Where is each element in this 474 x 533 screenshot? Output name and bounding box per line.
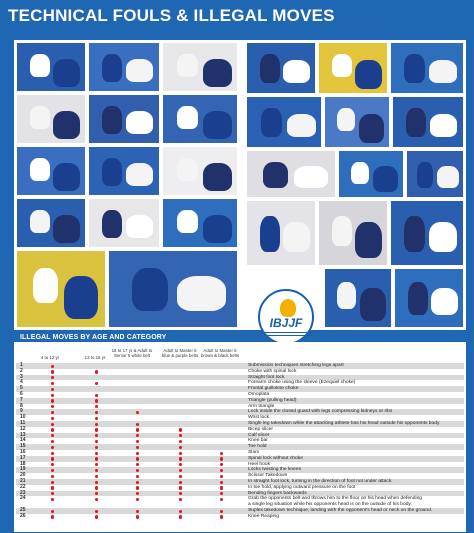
athlete-figure	[203, 215, 232, 243]
athlete-figure	[337, 108, 355, 131]
athlete-figure	[126, 215, 153, 238]
athlete-figure	[30, 54, 50, 77]
athlete-figure	[337, 282, 356, 309]
move-description: Lock inside the closed guard with legs compressing kidneys or ribs	[248, 409, 393, 415]
row-number: 4	[20, 379, 23, 386]
restriction-dot	[179, 481, 182, 484]
restriction-dot	[136, 475, 139, 478]
technique-photo	[16, 250, 106, 328]
restriction-dot	[179, 510, 182, 513]
row-number: 10	[20, 414, 26, 421]
row-number: 15	[20, 443, 26, 450]
athlete-figure	[287, 114, 316, 137]
restriction-dot	[220, 452, 223, 455]
row-number: 19	[20, 466, 26, 473]
technique-photo	[246, 42, 316, 94]
athlete-figure	[177, 54, 198, 77]
restriction-dot	[51, 486, 54, 489]
athlete-figure	[53, 59, 80, 87]
restriction-dot	[220, 498, 223, 501]
restriction-dot	[51, 417, 54, 420]
technique-photo	[318, 200, 388, 266]
athlete-figure	[355, 222, 382, 258]
restriction-dot	[51, 382, 54, 385]
move-description: Slam	[248, 450, 260, 455]
row-number: 9	[20, 408, 23, 415]
move-description: Scissor Takedown	[248, 473, 288, 479]
athlete-figure	[64, 276, 98, 319]
technique-photo	[88, 146, 160, 196]
restriction-dot	[95, 440, 98, 443]
restriction-dot	[95, 498, 98, 501]
restriction-dot	[220, 469, 223, 472]
technique-photo	[162, 94, 238, 144]
row-number: 12	[20, 425, 26, 432]
athlete-figure	[102, 106, 122, 134]
restriction-dot	[179, 434, 182, 437]
move-description: Calf slicer	[248, 432, 270, 438]
move-description: Forearm choke using the sleeve (Ezequiel choke)	[248, 380, 356, 386]
restriction-dot	[51, 475, 54, 478]
restriction-dot	[136, 486, 139, 489]
table-row	[16, 496, 464, 508]
row-number: 18	[20, 460, 26, 467]
move-description: Heel hook	[248, 461, 271, 467]
restriction-dot	[95, 515, 98, 518]
technique-photo	[324, 96, 390, 148]
restriction-dot	[95, 475, 98, 478]
athlete-figure	[203, 111, 232, 139]
move-description: Triangle (pulling head)	[248, 397, 297, 403]
technique-photo	[390, 200, 464, 266]
move-description: Knee bar	[248, 438, 268, 444]
move-description: Submission techniques stretching legs apart	[248, 363, 344, 368]
restriction-dot	[220, 492, 223, 495]
athlete-figure	[406, 108, 426, 137]
restriction-dot	[179, 428, 182, 431]
athlete-figure	[332, 216, 352, 246]
restriction-dot	[51, 469, 54, 472]
row-number: 26	[20, 512, 26, 519]
athlete-figure	[177, 210, 198, 233]
move-description: Suplex takedown technique, landing with the opponent's head or neck on the ground.	[248, 508, 433, 513]
athlete-figure	[417, 162, 433, 188]
athlete-figure	[30, 158, 50, 181]
move-description-continued: a single leg situation while his opponents head is on the outside of his body.	[248, 502, 412, 508]
restriction-dot	[179, 457, 182, 460]
row-number: 5	[20, 385, 23, 392]
row-number: 11	[20, 420, 26, 426]
restriction-dot	[179, 515, 182, 518]
athlete-figure	[260, 216, 280, 252]
athlete-figure	[429, 222, 457, 252]
table-row	[16, 514, 464, 520]
athlete-figure	[203, 59, 232, 87]
athlete-figure	[126, 59, 153, 82]
restriction-dot	[179, 446, 182, 449]
ibjjf-logo	[258, 289, 314, 345]
restriction-dot	[95, 382, 98, 385]
restriction-dot	[136, 457, 139, 460]
restriction-dot	[95, 434, 98, 437]
athlete-figure	[431, 288, 458, 315]
restriction-dot	[51, 405, 54, 408]
logo-underline	[264, 332, 312, 336]
restriction-dot	[136, 463, 139, 466]
technique-photo	[390, 42, 464, 94]
technique-photo	[88, 94, 160, 144]
restriction-dot	[51, 399, 54, 402]
restriction-dot	[95, 469, 98, 472]
restriction-dot	[95, 394, 98, 397]
technique-photo	[324, 268, 392, 328]
move-description: Knee Reaping	[248, 513, 279, 519]
athlete-figure	[30, 210, 50, 233]
restriction-dot	[179, 475, 182, 478]
restriction-dot	[95, 481, 98, 484]
restriction-dot	[95, 417, 98, 420]
restriction-dot	[51, 365, 54, 368]
move-description: Toe hold	[248, 444, 267, 450]
restriction-dot	[136, 446, 139, 449]
move-description: Frontal guillotine choke	[248, 386, 299, 392]
restriction-dot	[220, 486, 223, 489]
athlete-figure	[33, 268, 58, 303]
restriction-dot	[179, 498, 182, 501]
athlete-figure	[126, 111, 153, 134]
restriction-dot	[220, 515, 223, 518]
restriction-dot	[220, 475, 223, 478]
restriction-dot	[51, 492, 54, 495]
restriction-dot	[95, 405, 98, 408]
athlete-figure	[30, 106, 50, 129]
row-number: 16	[20, 449, 26, 455]
restriction-dot	[220, 457, 223, 460]
athlete-figure	[360, 288, 386, 321]
restriction-dot	[51, 498, 54, 501]
row-number: 6	[20, 391, 23, 397]
page-title: TECHNICAL FOULS & ILLEGAL MOVES	[8, 6, 335, 25]
restriction-dot	[51, 481, 54, 484]
restriction-dot	[136, 452, 139, 455]
athlete-figure	[53, 163, 80, 191]
restriction-dot	[51, 394, 54, 397]
restriction-dot	[95, 452, 98, 455]
restriction-dot	[95, 411, 98, 414]
row-number: 21	[20, 478, 26, 484]
move-description: Single leg takedown while the attacking athlete has his head outside his opponents body	[248, 421, 440, 426]
move-description: Spinal lock without choke	[248, 455, 303, 461]
row-number: 25	[20, 507, 26, 513]
technique-photo	[246, 150, 336, 198]
technique-photo	[108, 250, 238, 328]
restriction-dot	[136, 498, 139, 501]
athlete-figure	[203, 163, 232, 191]
move-description: Choke with spinal lock	[248, 368, 297, 374]
restriction-dot	[179, 440, 182, 443]
athlete-figure	[437, 166, 459, 188]
column-header: 4 to 12 yr	[40, 355, 60, 360]
athlete-figure	[102, 210, 122, 238]
athlete-figure	[53, 215, 80, 243]
restriction-dot	[220, 481, 223, 484]
technique-photo	[246, 96, 322, 148]
restriction-dot	[136, 492, 139, 495]
athlete-figure	[359, 114, 384, 143]
athlete-figure	[404, 54, 425, 83]
move-description: Straight foot lock	[248, 374, 285, 380]
restriction-dot	[51, 388, 54, 391]
restriction-dot	[220, 510, 223, 513]
restriction-dot	[51, 423, 54, 426]
logo-wordmark: IBJJF	[269, 316, 303, 330]
athlete-figure	[404, 216, 425, 252]
restriction-dot	[95, 446, 98, 449]
technique-photo	[338, 150, 404, 198]
restriction-dot	[95, 428, 98, 431]
athlete-figure	[408, 282, 428, 315]
athlete-figure	[283, 60, 310, 83]
move-description: Locks twisting the knees	[248, 467, 302, 473]
restriction-dot	[136, 434, 139, 437]
technique-photo	[88, 42, 160, 92]
restriction-dot	[51, 428, 54, 431]
athlete-figure	[430, 114, 457, 137]
move-description: Arm triangle	[248, 403, 275, 409]
row-number: 23	[20, 489, 26, 496]
row-number: 17	[20, 454, 26, 461]
restriction-dot	[179, 469, 182, 472]
athlete-figure	[260, 54, 280, 83]
technique-photo	[16, 94, 86, 144]
row-number: 7	[20, 396, 23, 403]
technique-photo	[88, 198, 160, 248]
restriction-dot	[95, 423, 98, 426]
athlete-figure	[332, 54, 352, 77]
technique-photo	[394, 268, 464, 328]
restriction-dot	[51, 434, 54, 437]
restriction-dot	[136, 469, 139, 472]
restriction-dot	[95, 370, 98, 373]
restriction-dot	[136, 515, 139, 518]
column-header: 13 to 15 yr	[84, 355, 106, 360]
lion-emblem-icon	[280, 299, 296, 317]
technique-photo	[16, 42, 86, 92]
restriction-dot	[51, 463, 54, 466]
athlete-figure	[351, 162, 369, 184]
athlete-figure	[429, 60, 457, 83]
restriction-dot	[136, 510, 139, 513]
athlete-figure	[126, 163, 153, 186]
restriction-dot	[51, 457, 54, 460]
restriction-dot	[179, 486, 182, 489]
technique-photo	[246, 200, 316, 266]
technique-photo	[406, 150, 464, 198]
restriction-dot	[95, 492, 98, 495]
athlete-figure	[177, 106, 198, 129]
row-number: 14	[20, 437, 26, 444]
technique-photo	[392, 96, 464, 148]
column-header: 16 to 17 yr & Adult to Senior 5 white belt	[111, 348, 153, 358]
athlete-figure	[177, 158, 198, 181]
row-number: 22	[20, 483, 26, 490]
row-number: 1	[20, 362, 23, 368]
row-number: 2	[20, 367, 23, 374]
athlete-figure	[294, 166, 328, 188]
athlete-figure	[355, 60, 382, 89]
restriction-dot	[179, 452, 182, 455]
restriction-dot	[51, 440, 54, 443]
move-description: In straight foot lock, turning in the direction of foot not under attack.	[248, 479, 393, 484]
restriction-dot	[95, 457, 98, 460]
restriction-dot	[136, 428, 139, 431]
move-description: Grab the opponents belt and throws him to the floor on his head when defending	[248, 496, 423, 502]
move-description: Bicep slicer	[248, 426, 274, 432]
restriction-dot	[51, 376, 54, 379]
row-number: 3	[20, 373, 23, 380]
restriction-dot	[95, 463, 98, 466]
athlete-figure	[283, 222, 310, 252]
technique-photo	[162, 146, 238, 196]
restriction-dot	[220, 463, 223, 466]
technique-photo	[162, 198, 238, 248]
restriction-dot	[136, 423, 139, 426]
technique-photo	[162, 42, 238, 92]
restriction-dot	[51, 411, 54, 414]
athlete-figure	[373, 166, 398, 192]
restriction-dot	[179, 492, 182, 495]
technique-photo	[318, 42, 388, 94]
restriction-dot	[136, 481, 139, 484]
restriction-dot	[51, 510, 54, 513]
athlete-figure	[261, 108, 282, 137]
column-header: Adult to Master 6 blue & purple belts	[161, 348, 199, 358]
restriction-dot	[51, 515, 54, 518]
restriction-dot	[136, 440, 139, 443]
athlete-figure	[132, 268, 168, 311]
restriction-dot	[51, 446, 54, 449]
technique-photo	[16, 198, 86, 248]
row-number: 13	[20, 431, 26, 438]
restriction-dot	[51, 370, 54, 373]
restriction-dot	[95, 486, 98, 489]
athlete-figure	[263, 162, 288, 188]
restriction-dot	[51, 452, 54, 455]
move-description: Wrist lock	[248, 415, 270, 421]
athlete-figure	[102, 54, 122, 82]
photo-collage	[14, 40, 466, 330]
move-description: Omoplata	[248, 392, 270, 397]
restriction-dot	[95, 399, 98, 402]
chart-title: ILLEGAL MOVES BY AGE AND CATEGORY	[20, 334, 167, 341]
athlete-figure	[53, 111, 80, 139]
restriction-dot	[136, 411, 139, 414]
row-number: 24	[20, 495, 26, 502]
row-number: 8	[20, 402, 23, 409]
restriction-dot	[179, 463, 182, 466]
athlete-figure	[177, 276, 226, 311]
move-description: Bending fingers backwards	[248, 490, 307, 496]
athlete-figure	[102, 158, 122, 186]
column-header: Adult to Master 6 brown & black belts	[200, 348, 240, 358]
restriction-dot	[95, 510, 98, 513]
row-number: 20	[20, 472, 26, 479]
move-description: In toe hold, applying outward pressure on the foot	[248, 484, 356, 490]
technique-photo	[16, 146, 86, 196]
illegal-moves-table	[14, 342, 466, 532]
